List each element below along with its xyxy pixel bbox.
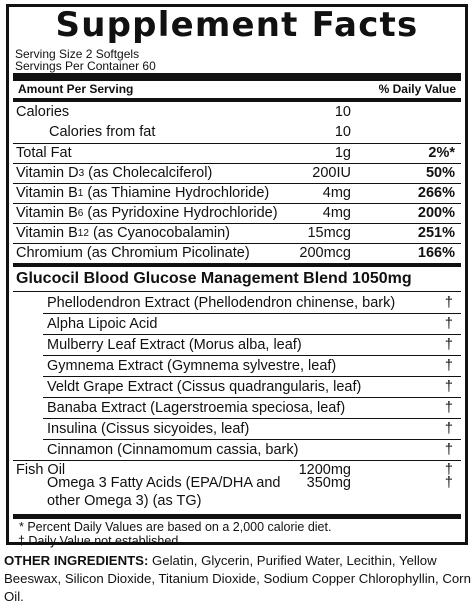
ingredient-name: Alpha Lipoic Acid: [47, 316, 158, 332]
footnote-divider: [13, 514, 461, 519]
nutrient-amount: 15mcg: [307, 225, 351, 241]
nutrient-name: Vitamin $B_6$ (as Pyridoxine Hydrochloride): [16, 205, 278, 221]
nutrient-daily-value: 251%: [417, 225, 455, 241]
nutrient-name: Vitamin $B_1$ (as Thiamine Hydrochloride): [16, 185, 270, 201]
nutrient-name: Vitamin $B_{12}$ (as Cyanocobalamin): [16, 225, 230, 241]
dagger-mark: †: [444, 379, 453, 395]
dagger-mark: †: [444, 421, 453, 437]
nutrient-amount: 200IU: [312, 165, 351, 181]
nutrient-daily-value: 2%*: [428, 145, 455, 161]
nutrient-name: Total Fat: [16, 145, 72, 161]
other-ingredients-text: Gelatin, Glycerin, Purified Water, Lecithin, Yellow Beeswax, Silicon Dioxide, Titanium Dioxide, Sodium Copper Chlorophyllin, Corn Oil.: [4, 553, 471, 604]
ingredient-amount: 1200mg: [298, 462, 351, 478]
dagger-mark: †: [444, 442, 453, 458]
ingredient-name: Veldt Grape Extract (Cissus quadrangularis, leaf): [47, 379, 362, 395]
nutrient-row-total-fat: [13, 144, 461, 163]
nutrient-daily-value: 266%: [417, 185, 455, 201]
dagger-mark: †: [444, 358, 453, 374]
nutrient-row-vitamin-b1: [13, 184, 461, 203]
dagger-mark: †: [444, 400, 453, 416]
blend-ingredient-row: [13, 293, 461, 313]
serving-size: Serving Size 2 Softgels: [15, 47, 140, 61]
ingredient-name: Fish Oil: [16, 462, 66, 478]
panel-title: Supplement Facts: [55, 5, 419, 45]
nutrient-row-vitamin-b6: [13, 204, 461, 223]
blend-ingredient-row: [13, 398, 461, 418]
blend-title: Glucocil Blood Glucose Management Blend 1050mg: [16, 270, 412, 287]
nutrient-name: Calories from fat: [49, 124, 156, 140]
nutrient-amount: 4mg: [322, 185, 351, 201]
header-divider: [13, 98, 461, 102]
row-divider: [13, 291, 461, 292]
blend-ingredient-row: [13, 440, 461, 460]
omega-3-row: [13, 474, 461, 512]
dagger-footnote: † Daily Value not established.: [18, 534, 182, 548]
dagger-mark: †: [444, 462, 453, 478]
ingredient-name: Insulina (Cissus sicyoides, leaf): [47, 421, 250, 437]
nutrient-row-calories: [13, 103, 461, 122]
ingredient-name: Banaba Extract (Lagerstroemia speciosa, leaf): [47, 400, 346, 416]
amount-per-serving-header: Amount Per Serving: [18, 82, 134, 96]
dagger-mark: †: [444, 295, 453, 311]
nutrient-amount: 200mcg: [299, 245, 351, 261]
nutrient-name: Vitamin $D_3$ (as Cholecalciferol): [16, 165, 213, 181]
servings-per-container: Servings Per Container 60: [15, 59, 156, 73]
nutrient-daily-value: 50%: [425, 165, 455, 181]
nutrient-amount: 10: [334, 104, 351, 120]
nutrient-row-chromium: [13, 244, 461, 263]
blend-ingredient-row: [13, 335, 461, 355]
supplement-facts-panel: [6, 4, 468, 548]
dagger-mark: †: [444, 316, 453, 332]
dagger-mark: †: [444, 475, 453, 491]
blend-ingredient-row: [13, 419, 461, 439]
nutrient-name: Chromium (as Chromium Picolinate): [16, 245, 250, 261]
nutrient-amount: 1g: [334, 145, 351, 161]
blend-ingredient-row: [13, 356, 461, 376]
percent-daily-value-footnote: * Percent Daily Values are based on a 2,000 calorie diet.: [19, 520, 332, 534]
ingredient-name: Phellodendron Extract (Phellodendron chinense, bark): [47, 295, 396, 311]
ingredient-amount: 350mg: [306, 475, 351, 491]
thick-divider: [13, 73, 461, 81]
dagger-mark: †: [444, 337, 453, 353]
blend-divider: [13, 263, 461, 267]
blend-ingredient-row: [13, 314, 461, 334]
ingredient-name: Omega 3 Fatty Acids (EPA/DHA and other Omega 3) (as TG): [47, 475, 281, 509]
nutrient-row-calories-from-fat: [13, 123, 461, 142]
nutrient-amount: 10: [334, 124, 351, 140]
nutrient-amount: 4mg: [322, 205, 351, 221]
nutrient-daily-value: 200%: [417, 205, 455, 221]
ingredient-name: Mulberry Leaf Extract (Morus alba, leaf): [47, 337, 302, 353]
ingredient-name: Cinnamon (Cinnamomum cassia, bark): [47, 442, 299, 458]
nutrient-row-vitamin-b12: [13, 224, 461, 243]
nutrient-row-vitamin-d3: [13, 164, 461, 183]
ingredient-name: Gymnema Extract (Gymnema sylvestre, leaf): [47, 358, 337, 374]
blend-ingredient-row: [13, 377, 461, 397]
nutrient-daily-value: 166%: [417, 245, 455, 261]
daily-value-header: % Daily Value: [378, 82, 456, 96]
other-ingredients-label: OTHER INGREDIENTS:: [4, 553, 149, 568]
nutrient-name: Calories: [16, 104, 70, 120]
